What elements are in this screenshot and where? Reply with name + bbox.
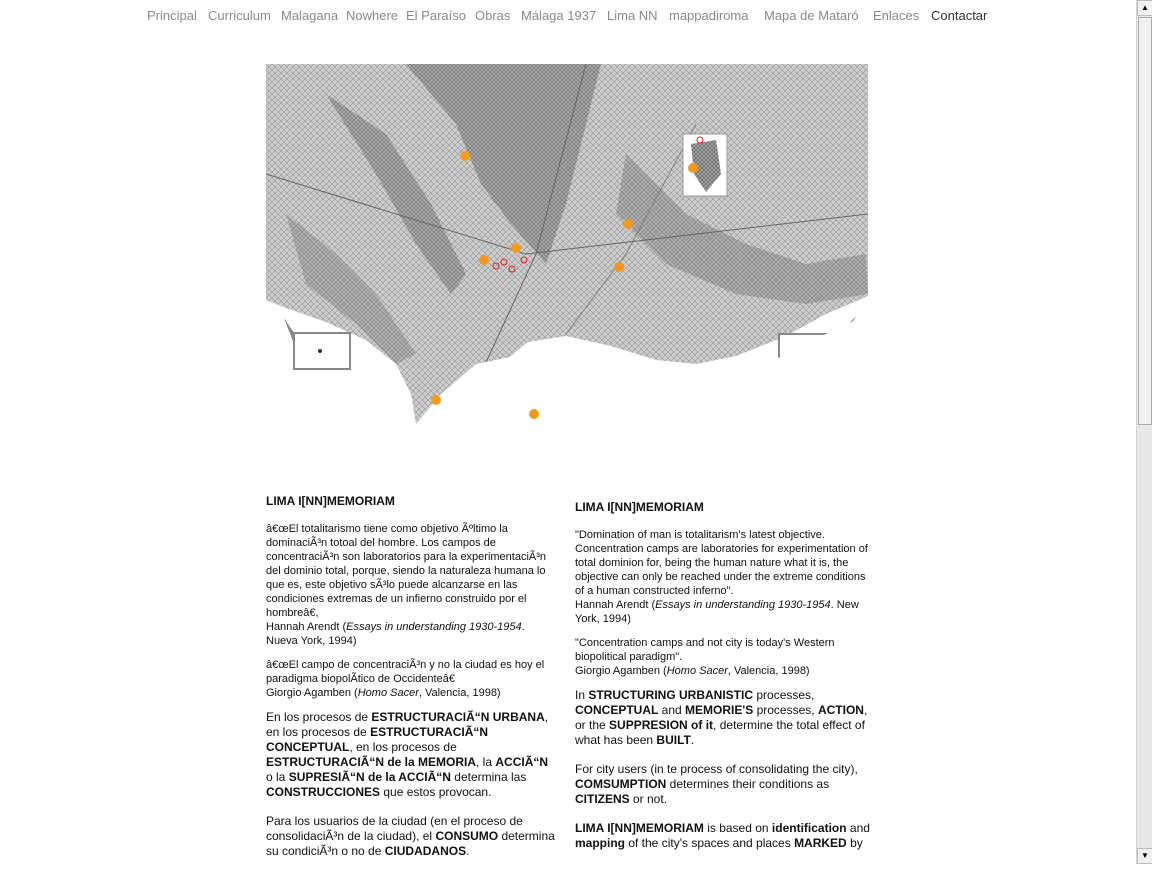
lima-map-image	[266, 64, 868, 452]
nav-link-contactar[interactable]: Contactar	[931, 8, 988, 23]
spanish-title: LIMA I[NN]MEMORIAM	[266, 494, 395, 508]
spanish-paragraph-2: Para los usuarios de la ciudad (en el proceso de consolidaciÃ³n de la ciudad), el CONSUMO determina su condiciÃ³n o no de CIUDADANOS.	[266, 814, 555, 858]
english-quote-agamben: "Concentration camps and not city is today's Western biopolitical paradigm". Giorgio Agamben (Homo Sacer, Valencia, 1998)	[575, 637, 835, 677]
nav-link-enlaces[interactable]: Enlaces	[873, 8, 920, 23]
nav-link-lima-nn[interactable]: Lima NN	[607, 8, 658, 23]
nav-link-obras[interactable]: Obras	[475, 8, 511, 23]
nav-link-malaga-1937[interactable]: Málaga 1937	[521, 8, 597, 23]
spanish-column	[266, 494, 556, 873]
vertical-scrollbar[interactable]	[1136, 0, 1152, 864]
nav-link-principal[interactable]: Principal	[147, 8, 197, 23]
nav-link-curriculum[interactable]: Curriculum	[208, 8, 271, 23]
english-quote-arendt: "Domination of man is totalitarism's latest objective. Concentration camps are laboratories for experimentation of total dominion for, being the human nature what it is, the objective can only be reached under the extreme conditions of a human constructed inferno". Hannah Arendt (Essays in understanding 1930-1954. New York, 1994)	[575, 529, 868, 625]
scroll-up-arrow-icon[interactable]: ▲	[1137, 0, 1152, 16]
nav-link-mappadiroma[interactable]: mappadiroma	[669, 8, 749, 23]
spanish-paragraph-1: En los procesos de ESTRUCTURACIÃ“N URBANA, en los procesos de ESTRUCTURACIÃ“N CONCEPTUAL, en los procesos de ESTRUCTURACIÃ“N de la MEMORIA, la ACCIÃ“N o la SUPRESIÃ“N de la ACCIÃ“N determina las CONSTRUCCIONES que estos provocan.	[266, 710, 549, 799]
english-paragraph-1: In STRUCTURING URBANISTIC processes, CONCEPTUAL and MEMORIE'S processes, ACTION, or the SUPPRESION of it, determine the total effect of what has been BUILT.	[575, 688, 868, 747]
english-title: LIMA I[NN]MEMORIAM	[575, 500, 704, 514]
english-column	[575, 500, 871, 865]
spanish-quote-agamben: â€œEl campo de concentraciÃ³n y no la ciudad es hoy el paradigma biopolÃtico de Occidenteâ€ Giorgio Agamben (Homo Sacer, Valencia, 1998)	[266, 659, 545, 699]
english-paragraph-3: LIMA I[NN]MEMORIAM is based on identification and mapping of the city's spaces and places MARKED by	[575, 821, 870, 850]
nav-link-malagana[interactable]: Malagana	[281, 8, 339, 23]
top-navigation	[0, 8, 1136, 26]
nav-link-mapa-de-mataro[interactable]: Mapa de Mataró	[764, 8, 859, 23]
nav-link-nowhere[interactable]: Nowhere	[346, 8, 399, 23]
scroll-down-arrow-icon[interactable]: ▼	[1137, 848, 1152, 864]
english-paragraph-2: For city users (in te process of consolidating the city), COMSUMPTION determines their conditions as CITIZENS or not.	[575, 762, 858, 806]
scrollbar-thumb[interactable]	[1138, 17, 1152, 425]
spanish-quote-arendt: â€œEl totalitarismo tiene como objetivo Ãºltimo la dominaciÃ³n totoal del hombre. Los campos de concentraciÃ³n son laboratorios para la experimentaciÃ³n del dominio total, porque, siendo la naturaleza humana lo que es, este objetivo sÃ³lo puede alcanzarse en las condiciones extremas de un infierno construido por el hombreâ€, Hannah Arendt (Essays in understanding 1930-1954. Nueva York, 1994)	[266, 523, 547, 647]
nav-link-el-paraiso[interactable]: El Paraíso	[406, 8, 466, 23]
